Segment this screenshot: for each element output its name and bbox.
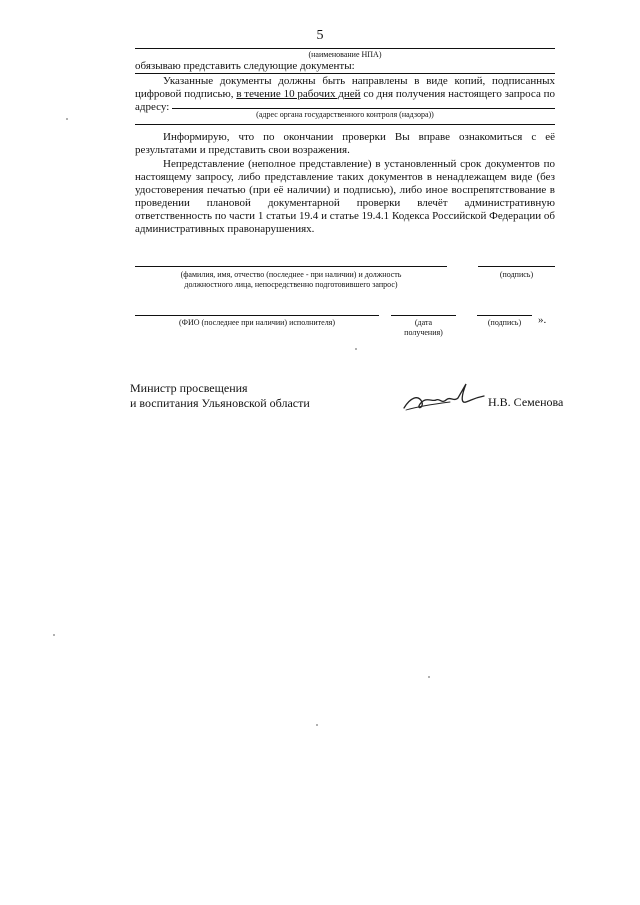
minister-title (130, 381, 310, 411)
closing-quote: ». (538, 314, 547, 326)
documents-line-2-end: со дня получения настоящего запроса по (360, 88, 556, 100)
page-number: 5 (316, 28, 324, 43)
receiver-signature-line (477, 315, 532, 316)
nonsubmission-line-2: настоящему запросу, либо представление таких документов в ненадлежащем виде (без (135, 171, 555, 183)
official-caption-line-2: должностного лица, непосредственно подготовившего запрос) (184, 280, 398, 289)
receiver-signature-caption: (подпись) (487, 318, 522, 327)
address-line-2 (135, 124, 555, 125)
nonsubmission-line-4: проведении плановой документарной проверки влечёт административную (135, 197, 555, 209)
address-caption: (адрес органа государственного контроля (надзора)) (256, 110, 434, 119)
minister-title-line-2: и воспитания Ульяновской области (130, 396, 310, 410)
scan-speck (66, 118, 68, 120)
scan-speck (355, 348, 357, 350)
inform-line-2: результатами и представить свои возражения. (135, 144, 350, 156)
receiver-date-caption (391, 318, 456, 338)
minister-name: Н.В. Семенова (488, 395, 564, 409)
nonsubmission-paragraph (135, 158, 555, 236)
require-underline (135, 73, 555, 74)
documents-line-2-start: цифровой подписью, (135, 88, 237, 100)
nonsubmission-line-5: ответственность по части 1 статьи 19.4 и статье 19.4.1 Кодекса Российской Федерации об (135, 210, 555, 222)
receiver-date-caption-line-1: (дата (414, 318, 433, 327)
documents-line-1: Указанные документы должны быть направлены в виде копий, подписанных (163, 75, 555, 87)
npa-caption: (наименование НПА) (308, 50, 382, 59)
minister-title-line-1: Министр просвещения (130, 381, 248, 395)
official-signature-line (478, 266, 555, 267)
deadline-underlined: в течение 10 рабочих дней (236, 88, 361, 100)
official-caption-line-1: (фамилия, имя, отчество (последнее - при наличии) и должность (180, 270, 402, 279)
npa-line (135, 48, 555, 49)
handwritten-signature (400, 380, 488, 416)
scan-speck (53, 634, 55, 636)
nonsubmission-line-3: удостоверения печатью (при её наличии) и подписью), либо иное воспрепятствование в (135, 184, 555, 196)
receiver-fio-line (135, 315, 379, 316)
receiver-date-caption-line-2: получения) (404, 328, 443, 337)
inform-paragraph (135, 131, 555, 157)
scan-speck (428, 676, 430, 678)
inform-line-1: Информирую, что по окончании проверки Вы вправе ознакомиться с её (163, 131, 555, 143)
nonsubmission-line-6: административных правонарушениях. (135, 223, 315, 235)
documents-line-2 (135, 88, 555, 101)
official-name-line (135, 266, 447, 267)
official-signature-caption: (подпись) (499, 270, 534, 279)
official-caption (135, 270, 447, 290)
documents-line-3: адресу: (135, 101, 170, 113)
scan-speck (316, 724, 318, 726)
address-line-1 (172, 108, 555, 109)
receiver-fio-caption: (ФИО (последнее при наличии) исполнителя) (178, 318, 336, 327)
require-line: обязываю представить следующие документы: (135, 60, 355, 72)
receiver-date-line (391, 315, 456, 316)
nonsubmission-line-1: Непредставление (неполное представление) в установленный срок документов по (163, 158, 555, 170)
